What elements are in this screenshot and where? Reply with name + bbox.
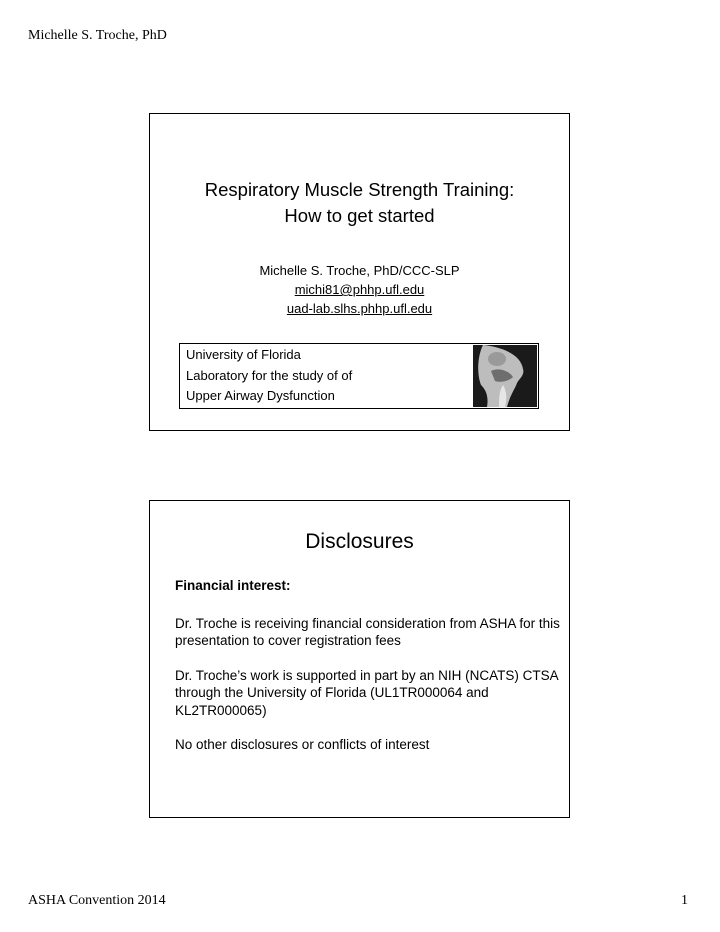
disclosure-paragraph: Dr. Troche’s work is supported in part by an NIH (NCATS) CTSA through the University of Florida (UL1TR000064 and KL2TR000065) [175,667,558,718]
xray-silhouette [473,345,537,407]
disclosure-paragraph: No other disclosures or conflicts of interest [175,737,430,752]
title-line-2: How to get started [284,205,435,226]
title-line-1: Respiratory Muscle Strength Training: [204,179,515,200]
disclosures-title: Disclosures [305,530,414,553]
xray-head-neck-image [473,345,537,407]
page-header-author: Michelle S. Troche, PhD [28,28,167,43]
website-link[interactable]: uad-lab.slhs.phhp.ufl.edu [286,301,433,316]
affiliation-line-1: University of Florida [186,347,301,362]
slide-title [149,113,570,431]
email-link[interactable]: michi81@phhp.ufl.edu [294,282,425,297]
author-block [150,261,569,318]
footer-event: ASHA Convention 2014 [28,893,166,908]
financial-interest-heading: Financial interest: [175,578,291,593]
disclosure-paragraph: Dr. Troche is receiving financial consideration from ASHA for this presentation to cover registration fees [175,615,560,648]
affiliation-line-3: Upper Airway Dysfunction [186,388,335,403]
affiliation-line-2: Laboratory for the study of of [186,367,353,383]
author-name: Michelle S. Troche, PhD/CCC-SLP [259,263,460,278]
disclosures-body [175,577,560,771]
slide-title-heading [150,177,569,229]
footer-page-number: 1 [681,893,688,908]
affiliation-text [186,345,352,407]
slide-disclosures [149,500,570,818]
affiliation-box [179,343,539,409]
